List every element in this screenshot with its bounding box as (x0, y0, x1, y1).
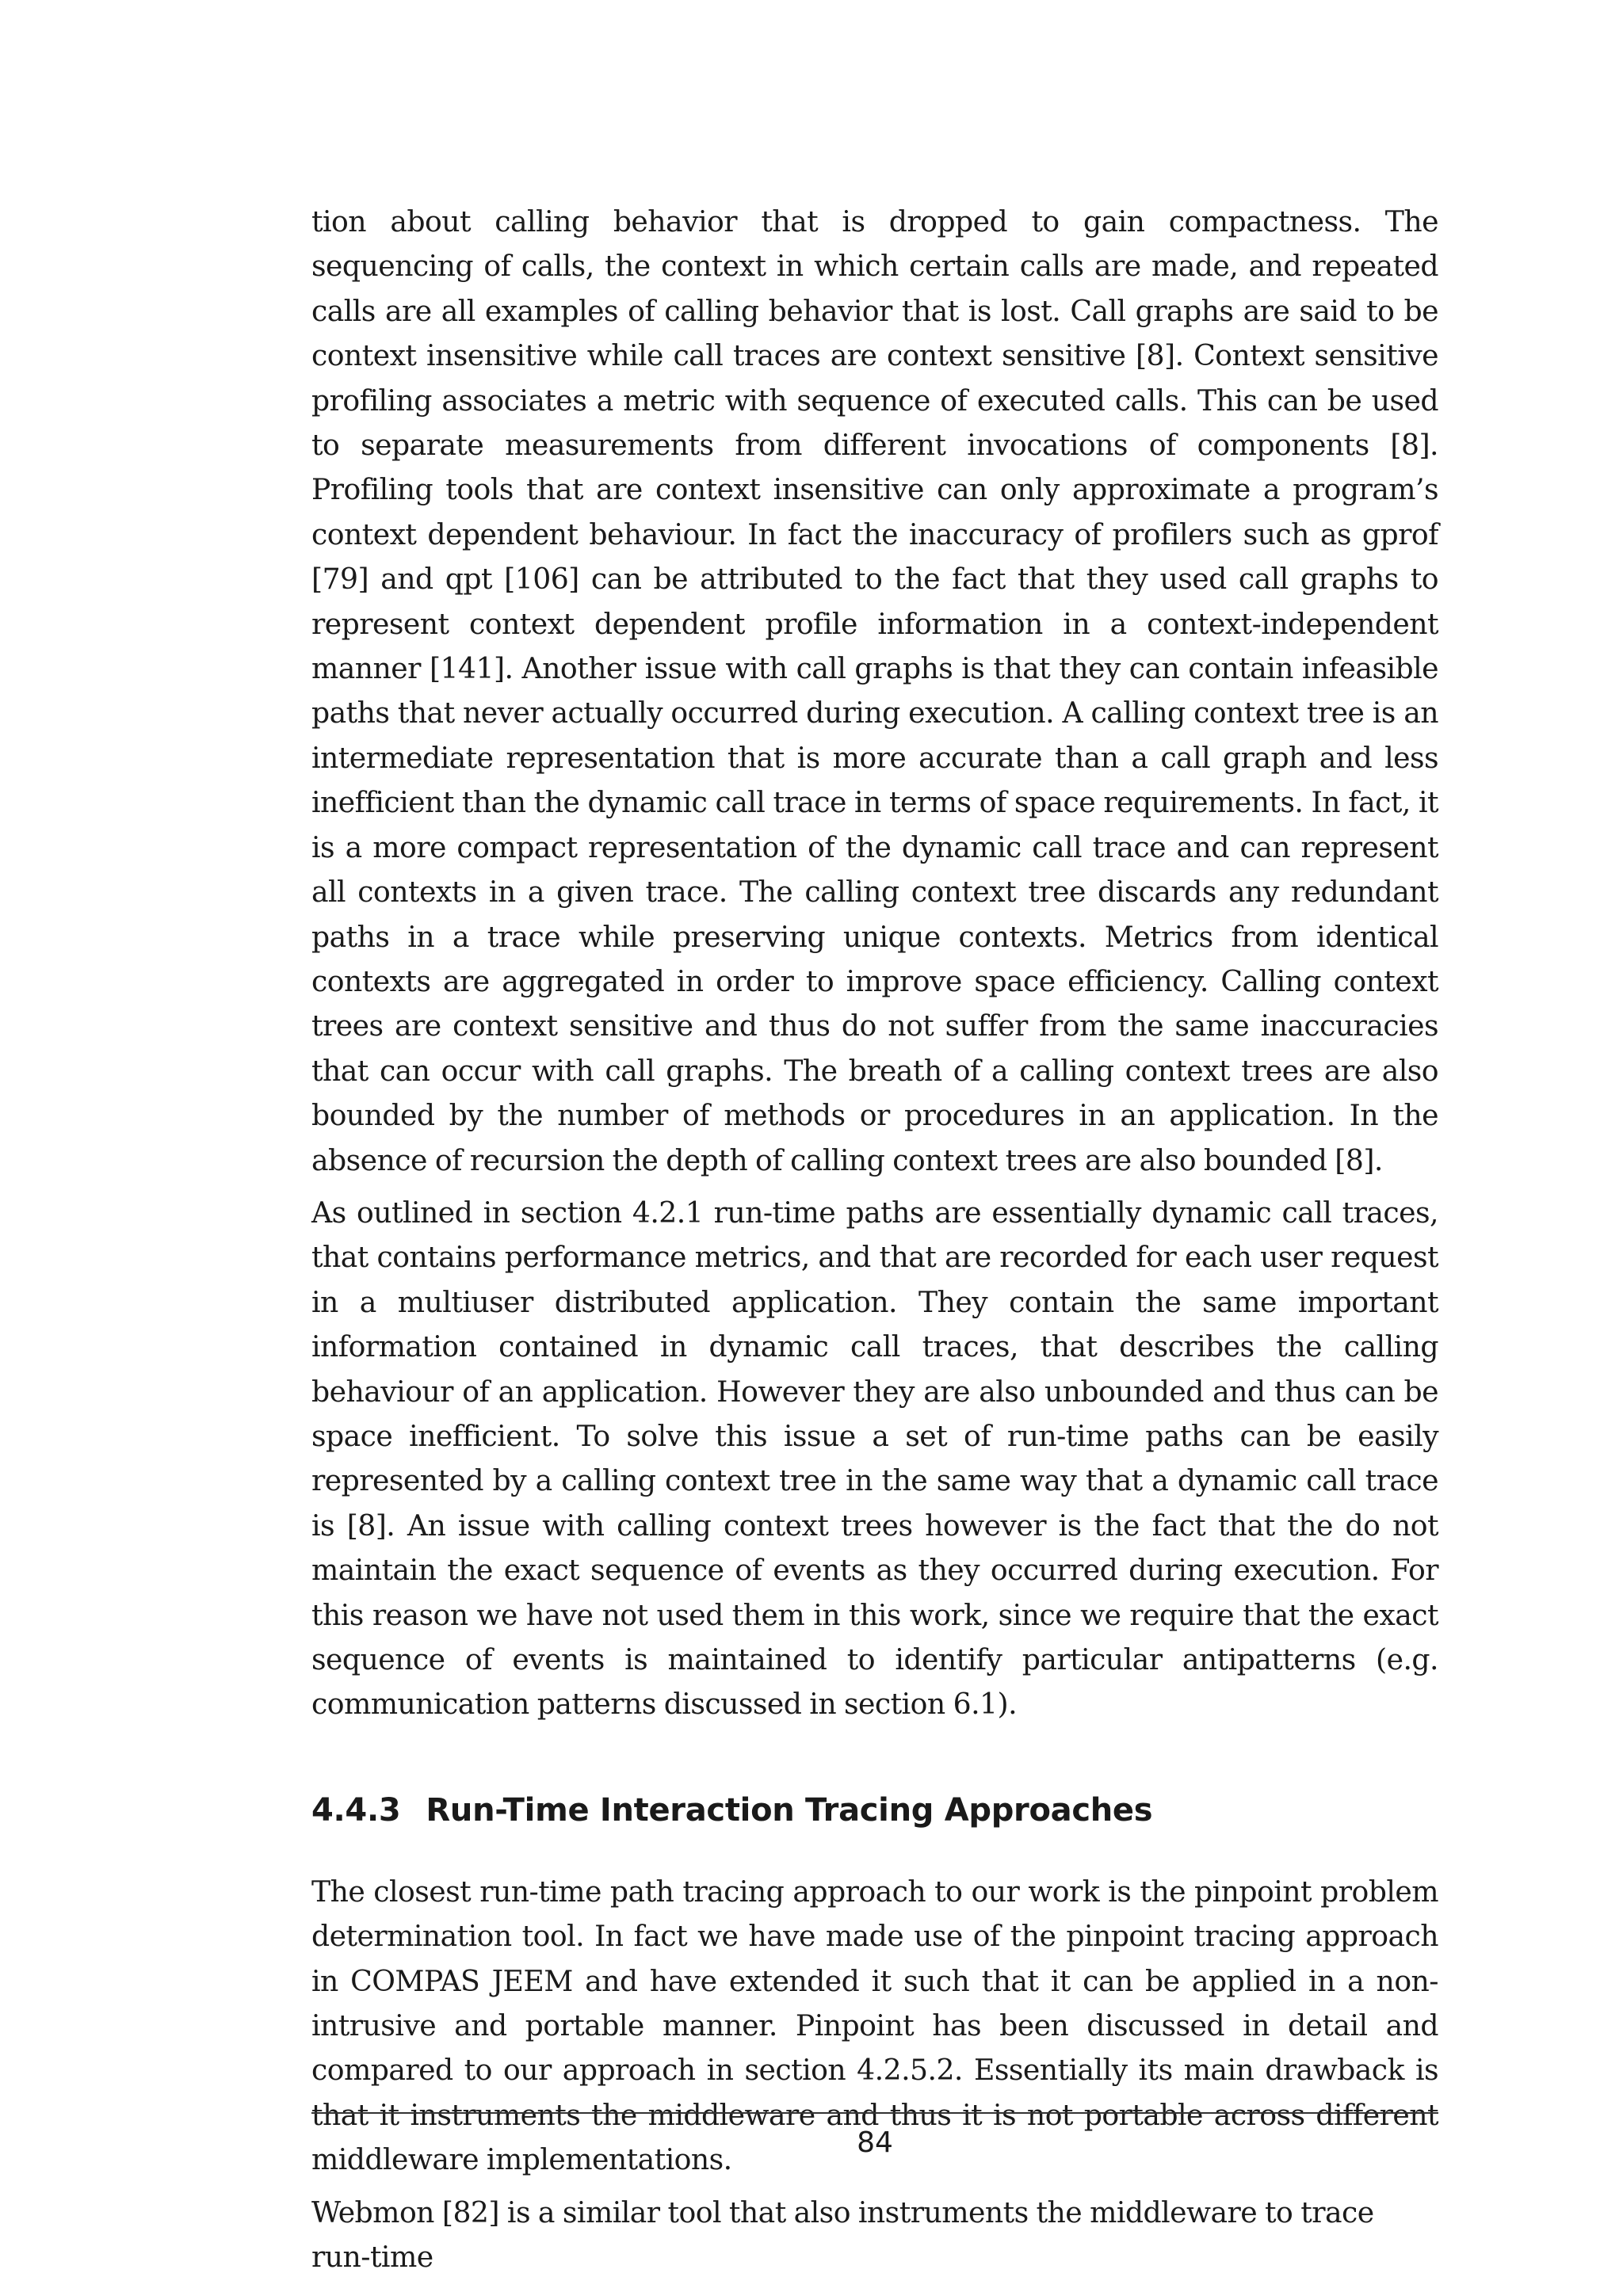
body-paragraph: Webmon [82] is a similar tool that also instruments the middleware to trace run-time (311, 2195, 1374, 2275)
page-body (311, 200, 1438, 2279)
footer-rule (311, 2112, 1438, 2114)
body-paragraph: The closest run-time path tracing approach to our work is the pinpoint problem determination tool. In fact we have made use of the pinpoint tracing approach in COMPAS JEEM and have extended it such that it can be applied in a non-intrusive and portable manner. Pinpoint has been discussed in detail and compared to our approach in section 4.2.5.2. Essentially its main drawback is that it instruments the middleware and thus it is not portable across different middleware implementations. (311, 1874, 1438, 2177)
page-number: 84 (857, 2126, 893, 2159)
body-paragraph: As outlined in section 4.2.1 run-time paths are essentially dynamic call traces, that contains performance metrics, and that are recorded for each user request in a multiuser distributed application. They contain the same important information contained in dynamic call traces, that describes the calling behaviour of an application. However they are also unbounded and thus can be space inefficient. To solve this issue a set of run-time paths can be easily represented by a calling context tree in the same way that a dynamic call trace is [8]. An issue with calling context trees however is the fact that the do not maintain the exact sequence of events as they occurred during execution. For this reason we have not used them in this work, since we require that the exact sequence of events is maintained to identify particular antipatterns (e.g. communication patterns discussed in section 6.1). (311, 1195, 1438, 1722)
section-title: Run-Time Interaction Tracing Approaches (426, 1791, 1153, 1829)
section-number: 4.4.3 (311, 1791, 401, 1829)
body-paragraph: tion about calling behavior that is dropped to gain compactness. The sequencing of calls, the context in which certain calls are made, and repeated calls are all examples of calling behavior that is lost. Call graphs are said to be context insensitive while call traces are context sensitive [8]. Context sensitive profiling associates a metric with sequence of executed calls. This can be used to separate measurements from different invocations of components [8]. Profiling tools that are context insensitive can only approximate a program’s context dependent behaviour. In fact the inaccuracy of profilers such as gprof [79] and qpt [106] can be attributed to the fact that they used call graphs to represent context dependent profile information in a context-independent manner [141]. Another issue with call graphs is that they can contain infeasible paths that never actually occurred during execution. A calling context tree is an intermediate representation that is more accurate than a call graph and less inefficient than the dynamic call trace in terms of space requirements. In fact, it is a more compact representation of the dynamic call trace and can represent all contexts in a given trace. The calling context tree discards any redundant paths in a trace while preserving unique contexts. Metrics from identical contexts are aggregated in order to improve space efficiency. Calling context trees are context sensitive and thus do not suffer from the same inaccuracies that can occur with call graphs. The breath of a calling context trees are also bounded by the number of methods or procedures in an application. In the absence of recursion the depth of calling context trees are also bounded [8]. (311, 204, 1438, 1177)
section-heading (311, 1791, 1438, 1830)
